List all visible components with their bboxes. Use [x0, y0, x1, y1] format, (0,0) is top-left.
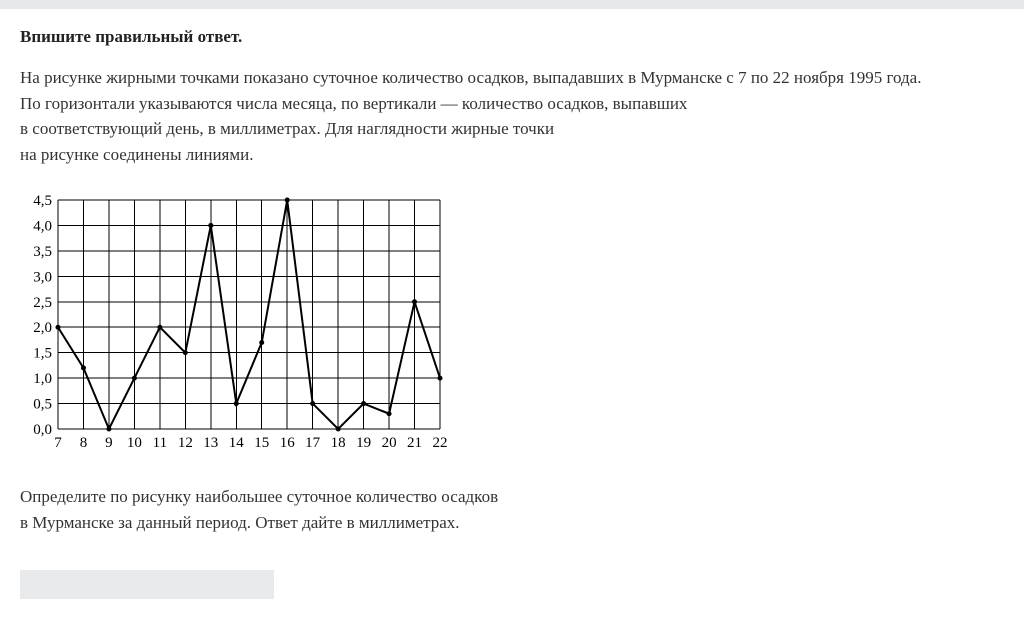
- data-point: [81, 365, 86, 370]
- data-point: [438, 376, 443, 381]
- x-tick-label: 9: [105, 435, 113, 451]
- instruction-heading: Впишите правильный ответ.: [20, 27, 243, 46]
- y-tick-label: 0,0: [33, 422, 52, 438]
- x-tick-label: 20: [381, 435, 397, 451]
- y-tick-label: 2,5: [33, 294, 52, 311]
- question-line: Определите по рисунку наибольшее суточное количество осадков: [20, 487, 499, 506]
- x-tick-label: 10: [126, 435, 142, 451]
- x-tick-label: 15: [254, 435, 270, 451]
- y-tick-label: 0,5: [33, 396, 52, 413]
- question-text: [20, 484, 920, 535]
- precipitation-chart: [20, 190, 460, 460]
- data-point: [208, 223, 213, 228]
- task-line: в соответствующий день, в миллиметрах. Для наглядности жирные точки: [20, 119, 555, 138]
- x-tick-label: 8: [79, 435, 88, 451]
- x-tick-label: 22: [432, 435, 448, 451]
- y-tick-label: 3,0: [33, 269, 52, 286]
- y-tick-label: 1,0: [33, 371, 52, 388]
- data-point: [132, 376, 137, 381]
- x-tick-label: 12: [177, 435, 193, 451]
- x-tick-label: 16: [279, 435, 295, 451]
- data-point: [310, 401, 315, 406]
- y-tick-label: 3,5: [33, 243, 52, 260]
- data-point: [285, 198, 290, 203]
- x-tick-label: 18: [330, 435, 346, 451]
- y-tick-label: 4,0: [33, 218, 52, 235]
- x-tick-label: 14: [228, 435, 244, 451]
- task-line: По горизонтали указываются числа месяца, по вертикали — количество осадков, выпавших: [20, 93, 688, 113]
- y-tick-label: 2,0: [33, 320, 52, 337]
- chart-svg: [20, 190, 460, 460]
- data-point: [259, 340, 264, 345]
- data-point: [56, 325, 61, 330]
- top-bar: [0, 0, 1024, 9]
- data-point: [361, 401, 366, 406]
- x-tick-label: 7: [54, 435, 62, 451]
- x-tick-label: 13: [203, 435, 219, 451]
- task-line: на рисунке соединены линиями.: [20, 144, 254, 164]
- task-text: [20, 65, 1020, 167]
- x-tick-label: 11: [152, 435, 168, 451]
- data-point: [412, 299, 417, 304]
- question-line: в Мурманске за данный период. Ответ дайте в миллиметрах.: [20, 512, 460, 532]
- x-tick-label: 19: [356, 435, 372, 451]
- series-line: [58, 200, 440, 429]
- data-point: [106, 427, 111, 432]
- answer-input[interactable]: [20, 570, 274, 599]
- data-point: [157, 325, 162, 330]
- x-tick-label: 21: [407, 435, 423, 451]
- y-tick-label: 4,5: [33, 193, 52, 209]
- data-point: [387, 411, 392, 416]
- data-point: [234, 401, 239, 406]
- x-tick-label: 17: [305, 435, 321, 451]
- data-point: [183, 350, 188, 355]
- task-line: На рисунке жирными точками показано суточное количество осадков, выпадавших в Мурманске с 7 по 22 ноября 1995 года.: [20, 68, 922, 87]
- data-point: [336, 427, 341, 432]
- y-tick-label: 1,5: [33, 345, 52, 362]
